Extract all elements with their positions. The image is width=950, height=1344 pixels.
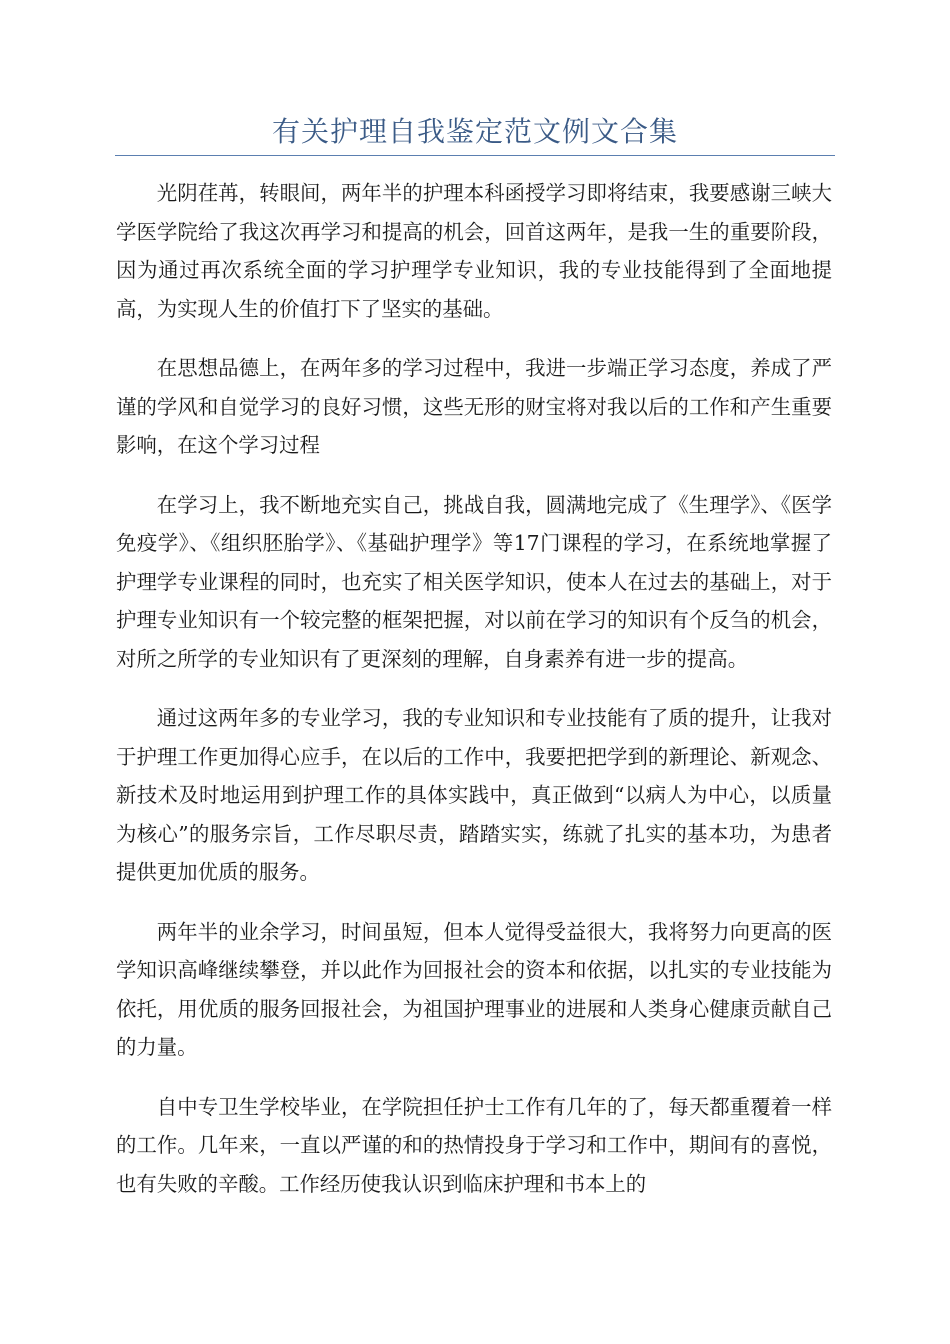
document-body	[116, 174, 832, 1224]
document-title: 有关护理自我鉴定范文例文合集	[271, 115, 678, 148]
paragraph-2: 在思想品德上，在两年多的学习过程中，我进一步端正学习态度，养成了严谨的学风和自觉学习的良好习惯，这些无形的财宝将对我以后的工作和产生重要影响，在这个学习过程	[116, 356, 832, 457]
paragraph-6: 自中专卫生学校毕业，在学院担任护士工作有几年的了，每天都重覆着一样的工作。几年来，一直以严谨的和的热情投身于学习和工作中，期间有的喜悦，也有失败的辛酸。工作经历使我认识到临床护理和书本上的	[116, 1094, 832, 1196]
paragraph-4: 通过这两年多的专业学习，我的专业知识和专业技能有了质的提升，让我对于护理工作更加得心应手，在以后的工作中，我要把把学到的新理论、新观念、新技术及时地运用到护理工作的具体实践中，真正做到“以病人为中心，以质量为核心”的服务宗旨，工作尽职尽责，踏踏实实，练就了扎实的基本功，为患者提供更加优质的服务。	[116, 706, 832, 884]
title-underline	[115, 155, 835, 156]
paragraph-5: 两年半的业余学习，时间虽短，但本人觉得受益很大，我将努力向更高的医学知识高峰继续攀登，并以此作为回报社会的资本和依据，以扎实的专业技能为依托，用优质的服务回报社会，为祖国护理事业的进展和人类身心健康贡献自己的力量。	[116, 919, 832, 1059]
paragraph-1: 光阴荏苒，转眼间，两年半的护理本科函授学习即将结束，我要感谢三峡大学医学院给了我这次再学习和提高的机会，回首这两年，是我一生的重要阶段，因为通过再次系统全面的学习护理学专业知识，我的专业技能得到了全面地提高，为实现人生的价值打下了坚实的基础。	[116, 181, 832, 321]
paragraph-3: 在学习上，我不断地充实自己，挑战自我，圆满地完成了《生理学》、《医学免疫学》、《组织胚胎学》、《基础护理学》等17门课程的学习，在系统地掌握了护理学专业课程的同时，也充实了相关医学知识，使本人在过去的基础上，对于护理专业知识有一个较完整的框架把握，对以前在学习的知识有个反刍的机会，对所之所学的专业知识有了更深刻的理解，自身素养有进一步的提高。	[116, 492, 832, 671]
